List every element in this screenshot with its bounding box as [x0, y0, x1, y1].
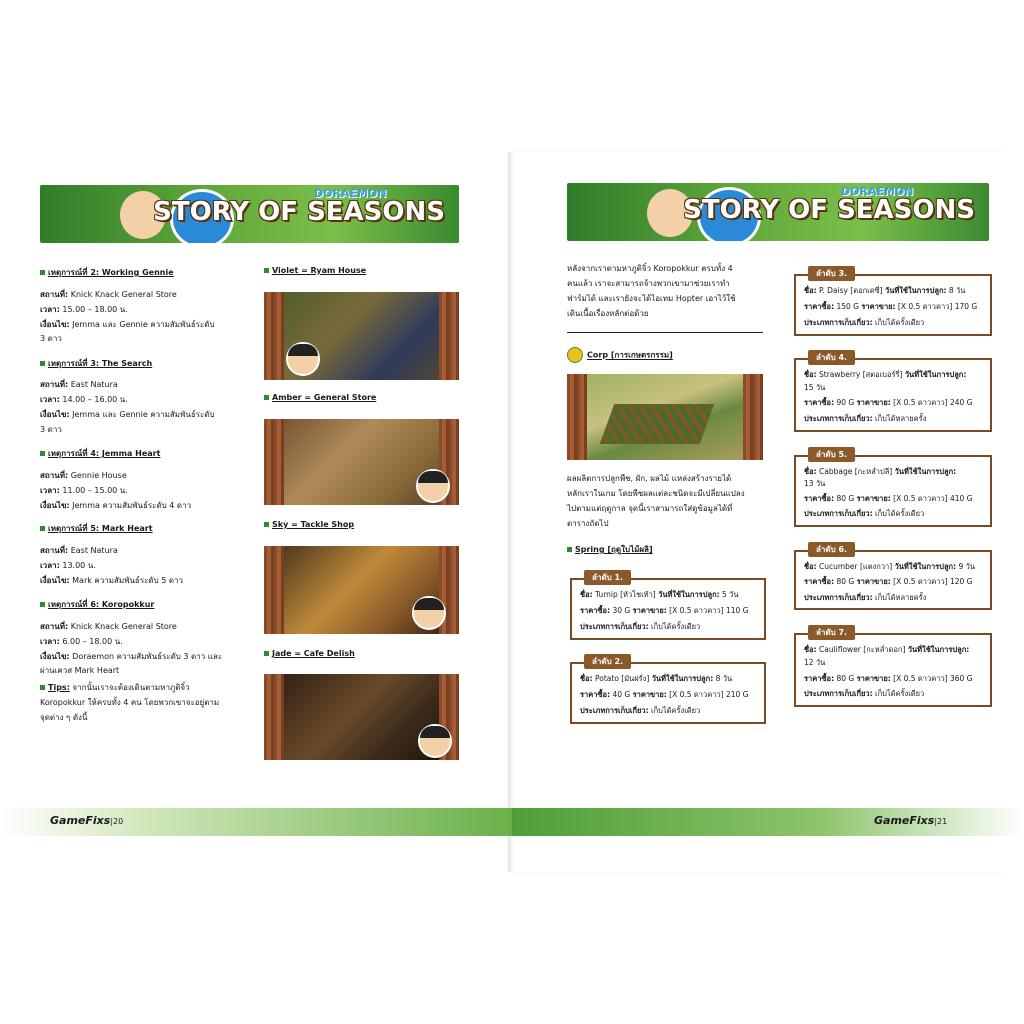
event-line: [40, 395, 128, 405]
event-heading: [40, 598, 154, 611]
intro-text: คนแล้ว เราจะสามารถจ้างพวกเขามาช่วยเราทำ: [567, 279, 730, 288]
crop-row: [804, 493, 972, 505]
event-line: [40, 320, 215, 330]
green-square-bullet-icon: [40, 361, 45, 366]
event-line: [40, 471, 127, 481]
event-line: [40, 501, 191, 511]
footer-logo-text: GameFixs: [50, 814, 111, 827]
field-value: Knick Knack General Store: [68, 622, 177, 631]
crop-sell-label: ราคาขาย:: [856, 398, 891, 407]
crop-type: เก็บได้ครั้งเดียว: [872, 689, 925, 698]
field-value: 15.00 – 18.00 น.: [59, 305, 128, 314]
crop-rank: ลำดับ 7.: [808, 625, 855, 640]
green-square-bullet-icon: [40, 685, 45, 690]
crop-card: [794, 628, 992, 707]
wood-frame: [743, 374, 763, 460]
event-line: [40, 410, 215, 420]
field-value: Gennie House: [68, 471, 127, 480]
field-value: Doraemon ความสัมพันธ์ระดับ 3 ดาว และ: [69, 652, 223, 661]
event-line: [40, 561, 96, 571]
nobita-face: [412, 596, 446, 630]
green-square-bullet-icon: [40, 451, 45, 456]
crop-rank: ลำดับ 6.: [808, 542, 855, 557]
crop-row: [804, 466, 956, 478]
location-heading-text: Amber = General Store: [272, 393, 377, 402]
intro-text: ฟาร์มได้ และเรายังจะได้ไอเทม Hopter เอาไว้ใช้: [567, 294, 736, 303]
crop-type: เก็บได้ครั้งเดียว: [872, 318, 925, 327]
crop-buy-label: ราคาซื้อ:: [804, 577, 835, 586]
field-value: Jemma และ Gennie ความสัมพันธ์ระดับ: [69, 410, 215, 419]
green-square-bullet-icon: [264, 522, 269, 527]
footer-logo-right: [874, 814, 947, 827]
crop-days-label: วันที่ใช้ในการปลูก:: [907, 645, 970, 654]
tips-line: [40, 713, 87, 723]
tips-line: [40, 698, 219, 708]
paragraph-text: ผลผลิตการปลูกพืช, ผัก, ผลไม้ แหล่งสร้างรายได้: [567, 474, 732, 483]
event-heading-text: เหตุการณ์ที่ 2: Working Gennie: [48, 268, 174, 277]
crop-type: เก็บได้หลายครั้ง: [872, 593, 927, 602]
crop-name: Cauliflower [กะหล่ำดอก]: [816, 645, 908, 654]
event-heading: [40, 447, 160, 460]
crop-buy: 80 G: [834, 494, 857, 503]
footer-page-number: |20: [110, 817, 124, 826]
crop-name: Strawberry [สตอเบอร์รี่]: [816, 370, 905, 379]
crop-name: P. Daisy [ดอกเดซี่]: [816, 286, 885, 295]
crop-buy: 90 G: [834, 398, 857, 407]
crop-row: [580, 589, 739, 601]
crop-buy-label: ราคาซื้อ:: [804, 302, 835, 311]
crop-name-label: ชื่อ:: [580, 674, 593, 683]
crop-sell-label: ราคาขาย:: [861, 302, 896, 311]
location-heading: [264, 649, 355, 658]
tips-text: จากนั้นเราจะต้องเดินตามหาภูติจิ๋ว: [69, 683, 190, 692]
event-heading-text: เหตุการณ์ที่ 6: Koropokkur: [48, 600, 155, 609]
event-line: [40, 380, 118, 390]
field-label: เงื่อนไข:: [40, 320, 70, 329]
crop-sell-label: ราคาขาย:: [632, 606, 667, 615]
event-line: [40, 334, 62, 344]
location-heading: [264, 266, 366, 275]
intro-text: หลังจากเราตามหาภูติจิ๋ว Koropokkur ครบทั้ง 4: [567, 264, 733, 273]
green-square-bullet-icon: [567, 547, 572, 552]
crop-buy-label: ราคาซื้อ:: [580, 606, 611, 615]
nobita-face: [416, 469, 450, 503]
game-screenshot-cafe-delish: [264, 674, 459, 760]
field-label: เงื่อนไข:: [40, 576, 70, 585]
event-line: [40, 666, 119, 676]
location-heading: [264, 520, 354, 529]
crop-days: 9 วัน: [956, 562, 975, 571]
crop-sell-label: ราคาขาย:: [856, 674, 891, 683]
event-heading-text: เหตุการณ์ที่ 5: Mark Heart: [48, 524, 153, 533]
crop-field: [600, 404, 715, 444]
crop-days-label: วันที่ใช้ในการปลูก:: [894, 562, 957, 571]
location-heading-text: Sky = Tackle Shop: [272, 520, 355, 529]
game-screenshot-general-store: [264, 419, 459, 505]
field-value: 6.00 – 18.00 น.: [59, 637, 123, 646]
field-label: เงื่อนไข:: [40, 410, 70, 419]
field-label: เงื่อนไข:: [40, 652, 70, 661]
tips-text: จุดต่าง ๆ ดังนี้: [40, 713, 88, 722]
divider: [567, 332, 763, 333]
crop-buy-label: ราคาซื้อ:: [804, 674, 835, 683]
game-screenshot-farm: [567, 374, 763, 460]
corp-heading: [567, 347, 673, 363]
banner-right: [567, 183, 989, 241]
field-value: 11.00 – 15.00 น.: [59, 486, 128, 495]
crop-buy: 30 G: [610, 606, 633, 615]
crop-type: เก็บได้ครั้งเดียว: [648, 706, 701, 715]
crop-name: Potato [มันฝรั่ง]: [592, 674, 652, 683]
paragraph-line: [567, 474, 731, 484]
field-label: เวลา:: [40, 637, 60, 646]
crop-row: [804, 673, 972, 685]
crop-card: [794, 450, 992, 527]
crop-card: [570, 573, 766, 640]
field-value: 3 ดาว: [40, 425, 62, 434]
crop-rank: ลำดับ 1.: [584, 570, 631, 585]
field-label: เวลา:: [40, 486, 60, 495]
field-label: สถานที่:: [40, 380, 69, 389]
crop-type-label: ประเภทการเก็บเกี่ยว:: [804, 689, 873, 698]
spring-heading-text: Spring [ฤดูใบไม้ผลิ]: [575, 545, 653, 554]
crop-buy: 80 G: [834, 577, 857, 586]
crop-row: [804, 397, 972, 409]
wood-frame: [439, 292, 459, 380]
corp-heading-text: Corp [การเกษตรกรรม]: [587, 350, 673, 360]
doraemon-badge-icon: [567, 347, 583, 363]
crop-row: [804, 508, 924, 520]
crop-row: [804, 688, 924, 700]
field-label: สถานที่:: [40, 622, 69, 631]
event-heading-text: เหตุการณ์ที่ 4: Jemma Heart: [48, 449, 161, 458]
field-value: Knick Knack General Store: [68, 290, 177, 299]
wood-frame: [264, 292, 284, 380]
crop-row: [804, 478, 825, 490]
crop-name: Cabbage [กะหล่ำปลี]: [816, 467, 895, 476]
field-label: เวลา:: [40, 395, 60, 404]
crop-row: [804, 317, 924, 329]
footer-page-number: |21: [934, 817, 948, 826]
footer-page-number-value: 20: [113, 817, 124, 826]
crop-type-label: ประเภทการเก็บเกี่ยว:: [804, 509, 873, 518]
crop-name-label: ชื่อ:: [804, 370, 817, 379]
field-label: สถานที่:: [40, 290, 69, 299]
crop-days-label: วันที่ใช้ในการปลูก:: [904, 370, 967, 379]
footer-logo-left: [50, 814, 123, 827]
event-heading: [40, 357, 152, 370]
banner-title: STORY OF SEASONS: [153, 197, 445, 227]
green-square-bullet-icon: [264, 395, 269, 400]
crop-sell-label: ราคาขาย:: [856, 577, 891, 586]
crop-rank: ลำดับ 3.: [808, 266, 855, 281]
field-value: Jemma ความสัมพันธ์ระดับ 4 ดาว: [69, 501, 192, 510]
field-label: เวลา:: [40, 561, 60, 570]
crop-rank: ลำดับ 5.: [808, 447, 855, 462]
crop-days: 8 วัน: [713, 674, 733, 683]
wood-frame: [264, 419, 284, 505]
event-heading-text: เหตุการณ์ที่ 3: The Search: [48, 359, 153, 368]
banner-title: STORY OF SEASONS: [683, 195, 975, 225]
green-square-bullet-icon: [40, 602, 45, 607]
crop-rank: ลำดับ 2.: [584, 654, 631, 669]
crop-buy: 40 G: [610, 690, 633, 699]
paragraph-line: [567, 504, 732, 514]
tips-text: Koropokkur ให้ครบทั้ง 4 คน โดยพวกเขาจะอยู่ตาม: [40, 698, 220, 707]
field-label: เงื่อนไข:: [40, 501, 70, 510]
banner-brand: DORAEMON: [314, 187, 387, 200]
field-value: East Natura: [68, 380, 118, 389]
wood-frame: [567, 374, 587, 460]
footer-logo-text: GameFixs: [874, 814, 935, 827]
green-square-bullet-icon: [264, 651, 269, 656]
crop-buy-label: ราคาซื้อ:: [804, 398, 835, 407]
crop-sell: [X 0.5 ดาวคาว] 170 G: [895, 302, 978, 311]
crop-name-label: ชื่อ:: [804, 645, 817, 654]
field-value: 13.00 น.: [59, 561, 96, 570]
crop-buy: 150 G: [834, 302, 862, 311]
crop-days-label: วันที่ใช้ในการปลูก:: [651, 674, 714, 683]
crop-sell-label: ราคาขาย:: [856, 494, 891, 503]
location-heading-text: Jade = Cafe Delish: [272, 649, 355, 658]
field-label: สถานที่:: [40, 546, 69, 555]
crop-type-label: ประเภทการเก็บเกี่ยว:: [580, 706, 649, 715]
crop-sell: [X 0.5 ดาวคาว] 210 G: [666, 690, 749, 699]
crop-days-label: วันที่ใช้ในการปลูก:: [658, 590, 720, 599]
crop-row: [804, 576, 972, 588]
crop-row: [804, 413, 926, 425]
spring-heading: [567, 543, 653, 556]
crop-row: [580, 673, 732, 685]
crop-days: 8 วัน: [946, 286, 966, 295]
crop-days-label: วันที่ใช้ในการปลูก:: [884, 286, 947, 295]
crop-row: [580, 605, 748, 617]
tips-label: Tips:: [48, 683, 70, 692]
event-line: [40, 305, 128, 315]
paragraph-text: ไปตามแต่ฤดูกาล จุดนี้เราสามารถใส่ดูข้อมูลได้ที่: [567, 504, 733, 513]
event-heading: [40, 522, 153, 535]
crop-days-label: วันที่ใช้ในการปลูก:: [894, 467, 957, 476]
book-fold: [508, 152, 514, 872]
event-line: [40, 622, 177, 632]
crop-buy: 80 G: [834, 674, 857, 683]
crop-sell: [X 0.5 ดาวคาว] 240 G: [890, 398, 973, 407]
intro-line: [567, 294, 736, 304]
paragraph-text: หลักเราในเกม โดยพืชผลแต่ละชนิดจะมีเปลี่ยนแปลง: [567, 489, 745, 498]
crop-row: [804, 382, 825, 394]
crop-type: เก็บได้ครั้งเดียว: [648, 622, 701, 631]
intro-text: เดินเนื้อเรื่องหลักต่อด้วย: [567, 309, 649, 318]
crop-row: [580, 621, 700, 633]
event-line: [40, 425, 62, 435]
crop-type: เก็บได้หลายครั้ง: [872, 414, 927, 423]
crop-row: [580, 705, 700, 717]
crop-card: [570, 657, 766, 724]
crop-sell-label: ราคาขาย:: [632, 690, 667, 699]
crop-row: [804, 561, 975, 573]
paragraph-line: [567, 489, 745, 499]
crop-row: [580, 689, 748, 701]
crop-name-label: ชื่อ:: [804, 467, 817, 476]
crop-card: [794, 353, 992, 432]
wood-frame: [264, 546, 284, 634]
event-line: [40, 546, 118, 556]
crop-sell: [X 0.5 ดาวคาว] 360 G: [890, 674, 973, 683]
crop-buy-label: ราคาซื้อ:: [804, 494, 835, 503]
crop-name-label: ชื่อ:: [804, 562, 817, 571]
green-square-bullet-icon: [40, 270, 45, 275]
location-heading-text: Violet = Ryam House: [272, 266, 367, 275]
intro-line: [567, 279, 730, 289]
crop-type-label: ประเภทการเก็บเกี่ยว:: [804, 414, 873, 423]
crop-name: Cucumber [แตงกวา]: [816, 562, 895, 571]
crop-sell: [X 0.5 ดาวคาว] 120 G: [890, 577, 973, 586]
crop-days: 13 วัน: [804, 479, 826, 488]
green-square-bullet-icon: [40, 526, 45, 531]
crop-row: [804, 301, 977, 313]
location-heading: [264, 393, 376, 402]
footer-page-number-value: 21: [937, 817, 948, 826]
paragraph-text: ตารางถัดไป: [567, 519, 609, 528]
crop-row: [804, 657, 825, 669]
paragraph-line: [567, 519, 609, 529]
nobita-face: [286, 342, 320, 376]
crop-type: เก็บได้ครั้งเดียว: [872, 509, 925, 518]
crop-sell: [X 0.5 ดาวคาว] 110 G: [666, 606, 749, 615]
crop-row: [804, 644, 969, 656]
crop-name-label: ชื่อ:: [580, 590, 593, 599]
field-value: 14.00 – 16.00 น.: [59, 395, 128, 404]
field-value: 3 ดาว: [40, 334, 62, 343]
green-square-bullet-icon: [264, 268, 269, 273]
crop-days: 12 วัน: [804, 658, 826, 667]
crop-card: [794, 545, 992, 610]
crop-row: [804, 369, 966, 381]
crop-type-label: ประเภทการเก็บเกี่ยว:: [804, 318, 873, 327]
field-value: Mark ความสัมพันธ์ระดับ 5 ดาว: [69, 576, 184, 585]
crop-row: [804, 592, 926, 604]
field-value: East Natura: [68, 546, 118, 555]
event-heading: [40, 266, 174, 279]
game-screenshot-tackle-shop: [264, 546, 459, 634]
event-line: [40, 576, 183, 586]
banner-brand: DORAEMON: [841, 185, 914, 198]
event-line: [40, 652, 222, 662]
intro-line: [567, 264, 733, 274]
nobita-face: [418, 724, 452, 758]
field-value: Jemma และ Gennie ความสัมพันธ์ระดับ: [69, 320, 215, 329]
crop-name-label: ชื่อ:: [804, 286, 817, 295]
field-label: สถานที่:: [40, 471, 69, 480]
crop-days: 5 วัน: [719, 590, 739, 599]
tips-line: [40, 683, 190, 693]
event-line: [40, 637, 123, 647]
crop-type-label: ประเภทการเก็บเกี่ยว:: [580, 622, 649, 631]
field-value: ผ่านเควส Mark Heart: [40, 666, 120, 675]
crop-days: 15 วัน: [804, 383, 826, 392]
left-page: [14, 152, 510, 872]
banner-left: [40, 185, 459, 243]
event-line: [40, 486, 128, 496]
field-label: เวลา:: [40, 305, 60, 314]
crop-sell: [X 0.5 ดาวคาว] 410 G: [890, 494, 973, 503]
crop-name: Turnip [หัวไชเท้า]: [592, 590, 659, 599]
crop-buy-label: ราคาซื้อ:: [580, 690, 611, 699]
event-line: [40, 290, 177, 300]
intro-line: [567, 309, 649, 319]
crop-rank: ลำดับ 4.: [808, 350, 855, 365]
wood-frame: [264, 674, 284, 760]
crop-row: [804, 285, 965, 297]
crop-card: [794, 269, 992, 336]
crop-type-label: ประเภทการเก็บเกี่ยว:: [804, 593, 873, 602]
game-screenshot-ryam-house: [264, 292, 459, 380]
